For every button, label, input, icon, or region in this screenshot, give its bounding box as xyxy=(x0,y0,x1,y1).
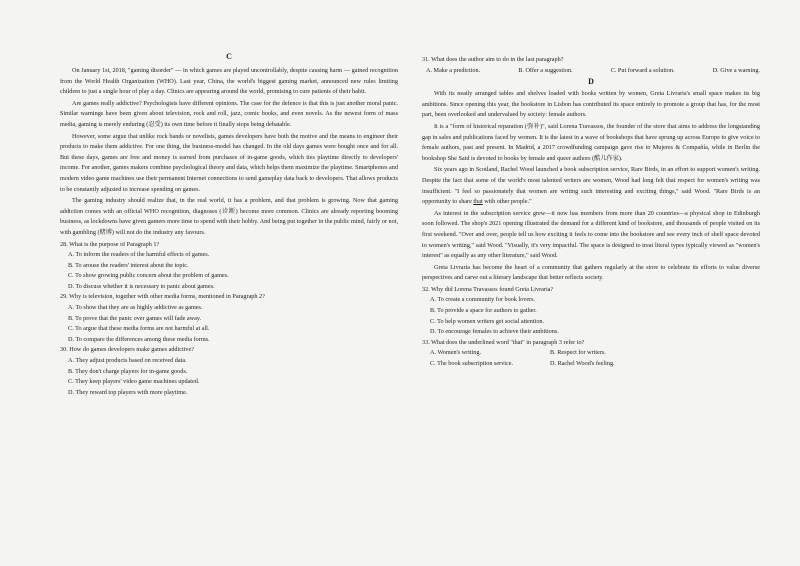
question-31 xyxy=(422,55,760,76)
option-b: B. Offer a suggestion. xyxy=(518,66,573,74)
option-c: C. The book subscription service. xyxy=(430,360,514,368)
option-d: D. Rachel Wood's feeling. xyxy=(550,360,615,368)
option-row xyxy=(422,348,760,359)
underlined-word-that: that xyxy=(473,198,483,206)
passage-c-body xyxy=(60,66,398,239)
passage-c-paragraph: Are games really addictive? Psychologists have different opinions. The case for the defence is that this is just another moral panic. Similar warnings have been given about television, rock and roll, jazz, comic books, and even novels. As the newest form of mass media, gaming is merely enduring (忍受) its own time before it finally stops being debatable. xyxy=(60,99,398,128)
passage-d-paragraph: Greta Livraria has become the heart of a community that gathers regularly at the store to celebrate its efforts to value diverse perspectives and carve out a literary landscape that better reflects society. xyxy=(422,263,760,282)
paragraph-text: Six years ago in Scotland, Rachel Wood launched a book subscription service, Rare Birds, in an effort to support women's writing. Despite the fact that some of the world's most talented writers are women, Wood had long felt that respect for women's writing was insufficient. "I feel so passionately that women are writing such interesting and exciting things," said Wood. "Rare Birds is an opportunity to share xyxy=(422,166,760,206)
option-b: B. To prove that the panic over games will fade away. xyxy=(68,314,202,322)
option-a: A. To inform the readers of the harmful effects of games. xyxy=(68,251,210,259)
section-label-c: C xyxy=(226,52,232,61)
option-d: D. Give a warning. xyxy=(712,66,760,74)
paragraph-text: with other people." xyxy=(482,198,532,206)
option-c: C. Put forward a solution. xyxy=(610,66,675,74)
section-label-d: D xyxy=(588,77,594,87)
passage-c-paragraph: On January 1st, 2018, "gaming disorder" — in which games are played uncontrollably, despite causing harm — gained recognition from the World Health Organization (WHO). Last year, China, the world's biggest gaming market, announced new rules limiting children to just a single hour of play a day. Clinics are appearing around the world, promising to cure patients of their habit. xyxy=(60,67,398,96)
option-a: A. They adjust products based on received data. xyxy=(68,357,187,365)
passage-d-paragraph-3 xyxy=(422,165,760,207)
option-row xyxy=(422,359,760,370)
passage-c-paragraph: However, some argue that unlike rock bands or novelists, games developers have both the motive and the means to engineer their products to make them addictive. For one thing, the business-model has changed. In the old days games were bought once and for all. But these days, games are free and money is earned from purchases of in-game goods, which ties playtime directly to developers' income. For another, games makers combine psychological theory and data, which helps them maximize the playtime. Smartphones and modern video game machines use their permanent Internet connections to send gameplay data back to developers. That allows products to be constantly adjusted to increase spending on games. xyxy=(60,132,398,193)
question-stem: 30. How do games developers make games addictive? xyxy=(60,346,195,354)
passage-d-paragraph: As interest in the subscription service grew—it now has members from more than 20 countries—a physical shop in Edinburgh soon followed. The shop's 2021 opening illustrated the demand for a different kind of bookstore, and thousands of people visited on its first weekend. "Over and over, people tell us how exciting it feels to come into the bookstore and see every inch of shelf space devoted to women's writing," said Wood. "Visually, it's very impactful. The space is designed to treat literal types typically viewed as "women's interest" as equally as any other literature," said Wood. xyxy=(422,209,760,260)
option-c: C. To show growing public concern about the problem of games. xyxy=(68,272,229,280)
option-a: A. Women's writing. xyxy=(430,349,482,357)
option-c: C. To help women writers get social attention. xyxy=(430,317,545,325)
option-a: A. To create a community for book lovers. xyxy=(430,296,536,304)
question-32 xyxy=(422,285,760,338)
passage-d-paragraph: With its neatly arranged tables and shelves loaded with books written by women, Greta Livraria's small space makes its big ambitions. Since opening this year, the bookstore in Lisbon has contributed its space entirely to promote a group that has, for the most part, been overlooked and undervalued by society: female authors. xyxy=(422,90,760,119)
question-stem: 28. What is the purpose of Paragraph 1? xyxy=(60,240,160,248)
option-c: C. To argue that these media forms are not harmful at all. xyxy=(68,325,210,333)
option-d: D. To encourage females to achieve their ambitions. xyxy=(430,328,559,336)
option-d: D. To compare the differences among these media forms. xyxy=(68,335,210,343)
passage-d-paragraph: It is a "form of historical reparation (弥补)", said Lorena Travassos, the founder of the store that aims to address the longstanding gap in sales and publications faced by women. It is the latest in a wave of bookshops that have sprung up across Europe to give voice to female authors, past and present. In Madrid, a 2017 crowdfunding campaign gave rise to Mujeres & Compañía, while in Berlin the bookshop She Said is devoted to books by female and queer authors (酷儿作家). xyxy=(422,122,760,162)
question-28 xyxy=(60,240,398,293)
option-b: B. To arouse the readers' interest about the topic. xyxy=(68,261,189,269)
option-b: B. Respect for writers. xyxy=(550,349,606,357)
passage-d-body xyxy=(422,89,760,284)
question-30 xyxy=(60,345,398,398)
passage-d-column xyxy=(422,55,760,370)
option-b: B. They don't charge players for in-game goods. xyxy=(68,367,188,375)
option-c: C. They keep players' video game machines updated. xyxy=(68,378,200,386)
question-29 xyxy=(60,292,398,345)
passage-c-column xyxy=(60,52,398,398)
question-stem: 33. What does the underlined word "that" in paragraph 3 refer to? xyxy=(422,338,585,346)
passage-c-paragraph: The gaming industry should realize that, in the real world, it has a problem, and that problem is growing. Now that gaming addiction comes with an official WHO recognition, diagnoses (诊断) become more common. Clinics are already reporting booming business, as lockdowns have given gamers more time to spend with their hobby. And being put together in the public mind, fairly or not, with gambling (赌博) will not do the industry any favours. xyxy=(60,197,398,236)
option-b: B. To provide a space for authors to gather. xyxy=(430,307,537,315)
question-stem: 29. Why is television, together with other media forms, mentioned in Paragraph 2? xyxy=(60,293,265,301)
question-stem: 31. What does the author aim to do in the last paragraph? xyxy=(422,56,564,63)
option-d: D. To discuss whether it is necessary to panic about games. xyxy=(68,282,215,290)
option-row xyxy=(422,66,760,77)
option-d: D. They reward top players with more playtime. xyxy=(68,388,188,396)
question-stem: 32. Why did Lorena Travassos found Greta Livraria? xyxy=(422,285,554,293)
option-a: A. To show that they are as highly addictive as games. xyxy=(68,304,203,312)
question-33 xyxy=(422,338,760,370)
option-a: A. Make a prediction. xyxy=(426,66,481,74)
